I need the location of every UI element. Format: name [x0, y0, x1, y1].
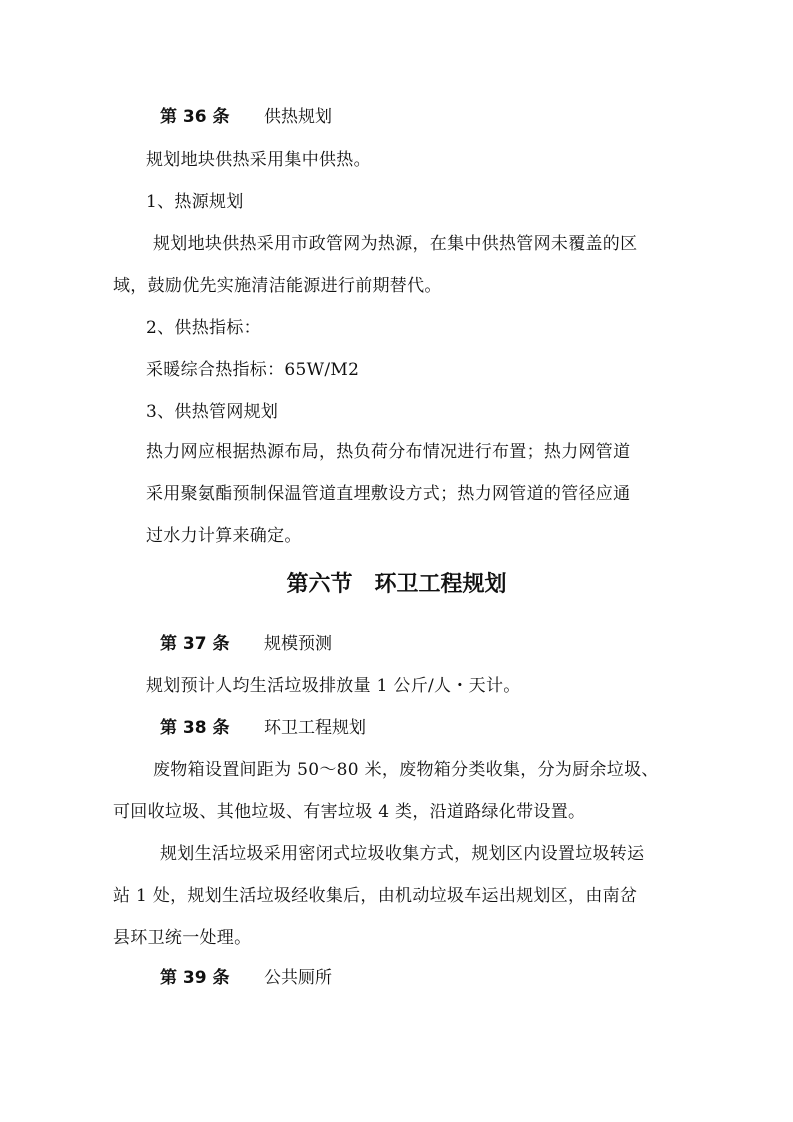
paragraph-line: 规划预计人均生活垃圾排放量 1 公斤/人・天计。: [146, 676, 521, 696]
paragraph-line: 过水力计算来确定。: [146, 526, 302, 546]
article-37-heading: [160, 632, 332, 656]
paragraph-line: 废物箱设置间距为 50～80 米，废物箱分类收集，分为厨余垃圾、: [153, 760, 659, 780]
paragraph-line: 热力网应根据热源布局，热负荷分布情况进行布置；热力网管道: [146, 442, 631, 462]
paragraph-line: 规划地块供热采用集中供热。: [146, 150, 371, 170]
article-39-title: 公共厕所: [264, 968, 332, 988]
paragraph-line: 采用聚氨酯预制保温管道直埋敷设方式；热力网管道的管径应通: [146, 484, 631, 504]
paragraph-line: 站 1 处，规划生活垃圾经收集后，由机动垃圾车运出规划区，由南岔: [113, 886, 638, 906]
article-38-heading: [160, 716, 366, 740]
paragraph-line: 域，鼓励优先实施清洁能源进行前期替代。: [113, 276, 442, 296]
subheading-heat-network: 3、供热管网规划: [146, 402, 279, 422]
article-39-heading: [160, 966, 332, 990]
article-39-number: 第 39 条: [160, 968, 230, 988]
article-37-number: 第 37 条: [160, 634, 230, 654]
paragraph-line: 规划生活垃圾采用密闭式垃圾收集方式，规划区内设置垃圾转运: [160, 844, 645, 864]
article-38-title: 环卫工程规划: [264, 718, 366, 738]
paragraph-line: 采暖综合热指标：65W/M2: [146, 360, 360, 380]
paragraph-line: 县环卫统一处理。: [113, 928, 252, 948]
article-36-number: 第 36 条: [160, 107, 230, 127]
article-36-title: 供热规划: [264, 107, 332, 127]
article-37-title: 规模预测: [264, 634, 332, 654]
paragraph-line: 可回收垃圾、其他垃圾、有害垃圾 4 类，沿道路绿化带设置。: [113, 802, 586, 822]
paragraph-line: 规划地块供热采用市政管网为热源，在集中供热管网未覆盖的区: [153, 234, 638, 254]
section-title: 第六节 环卫工程规划: [286, 572, 507, 597]
article-36-heading: [160, 105, 332, 129]
subheading-heat-source: 1、热源规划: [146, 192, 244, 212]
subheading-heat-index: 2、供热指标：: [146, 318, 261, 338]
article-38-number: 第 38 条: [160, 718, 230, 738]
